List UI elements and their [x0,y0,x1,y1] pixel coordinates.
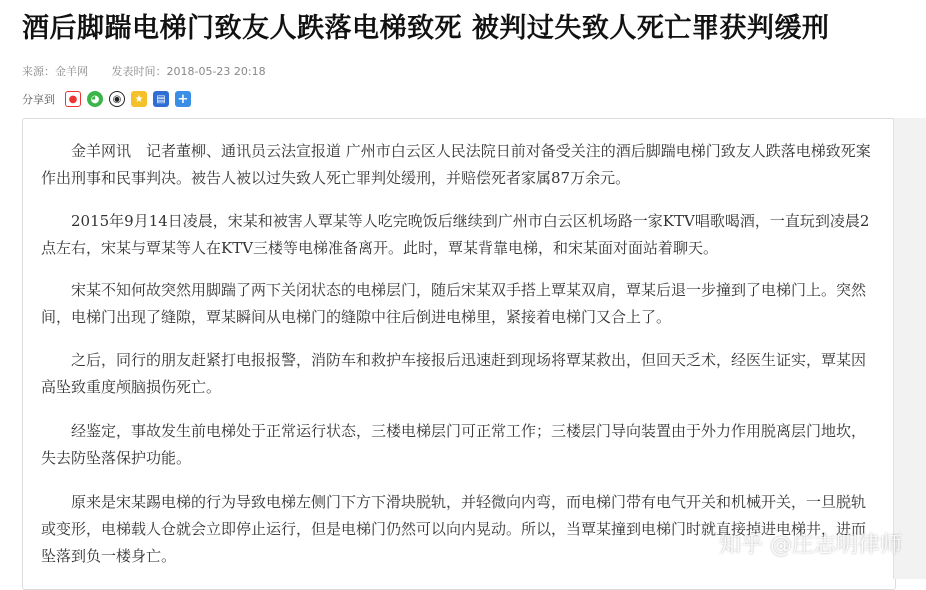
scrollbar[interactable] [893,118,926,579]
wechat-icon[interactable]: ◕ [87,91,103,107]
source-text: 来源：金羊网 [22,65,88,78]
paragraph-4: 之后，同行的朋友赶紧打电报报警，消防车和救护车接报后迅速赶到现场将覃某救出，但回天乏术，经医生证实，覃某因高坠致重度颅脑损伤死亡。 [41,351,867,396]
article-meta [22,63,266,79]
share-label: 分享到 [22,93,55,106]
qzone-icon[interactable]: ★ [131,91,147,107]
qq-icon[interactable]: ◉ [109,91,125,107]
watermark-text: 知乎 @庄志明律师 [719,533,902,558]
publish-time: 发表时间：2018-05-23 20:18 [111,65,266,78]
paragraph-6: 原来是宋某踢电梯的行为导致电梯左侧门下方下滑块脱轨，并轻微向内弯，而电梯门带有电气开关和机械开关，一旦脱轨或变形，电梯载人仓就会立即停止运行，但是电梯门仍然可以向内晃动。所以，当覃某撞到电梯门时就直接掉进电梯井，进而坠落到负一楼身亡。 [41,493,867,565]
tieba-icon[interactable]: ▤ [153,91,169,107]
article-title: 酒后脚踹电梯门致友人跌落电梯致死 被判过失致人死亡罪获判缓刑 [22,13,830,44]
watermark [719,528,902,559]
share-bar [22,90,197,108]
weibo-icon[interactable]: ● [65,91,81,107]
paragraph-1: 金羊网讯 记者董柳、通讯员云法宣报道 广州市白云区人民法院日前对备受关注的酒后脚踹电梯门致友人跌落电梯致死案作出刑事和民事判决。被告人被以过失致人死亡罪判处缓刑，并赔偿死者家属87万余元。 [41,142,871,187]
paragraph-5: 经鉴定，事故发生前电梯处于正常运行状态，三楼电梯层门可正常工作；三楼层门导向装置由于外力作用脱离层门地坎，失去防坠落保护功能。 [41,422,867,467]
more-icon[interactable]: + [175,91,191,107]
paragraph-2: 2015年9月14日凌晨，宋某和被害人覃某等人吃完晚饭后继续到广州市白云区机场路一家KTV唱歌喝酒，一直玩到凌晨2点左右，宋某与覃某等人在KTV三楼等电梯准备离开。此时，覃某背靠电梯，和宋某面对面站着聊天。 [41,212,870,257]
paragraph-3: 宋某不知何故突然用脚踹了两下关闭状态的电梯层门，随后宋某双手搭上覃某双肩，覃某后退一步撞到了电梯门上。突然间，电梯门出现了缝隙，覃某瞬间从电梯门的缝隙中往后倒进电梯里，紧接着电梯门又合上了。 [41,281,867,326]
